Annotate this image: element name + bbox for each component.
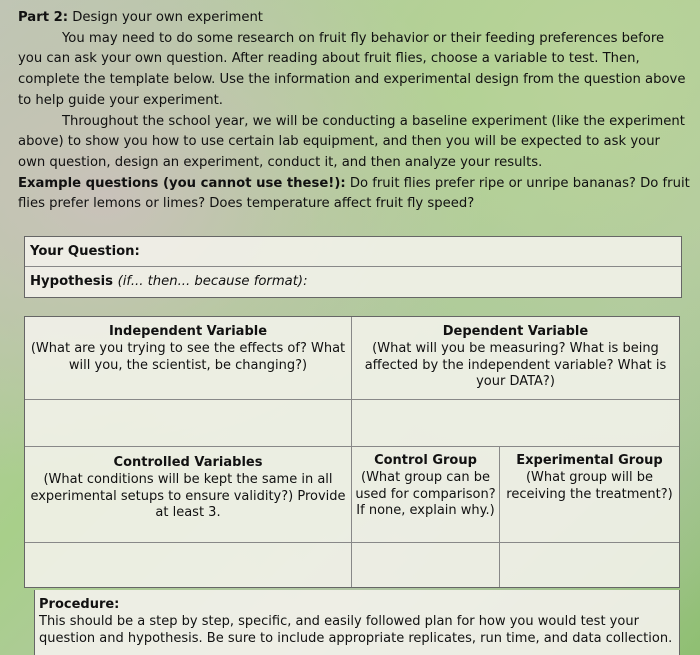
control-group-header: [352, 447, 500, 543]
dependent-variable-answer[interactable]: [352, 400, 679, 447]
dependent-variable-title: Dependent Variable: [442, 324, 589, 339]
independent-variable-desc: (What are you trying to see the effects of? What will you, the scientist, be changing?): [30, 340, 346, 373]
dependent-variable-header: [352, 317, 679, 400]
experimental-group-desc: (What group will be receiving the treatment?): [506, 469, 673, 502]
control-group-title: Control Group: [374, 453, 477, 468]
hypothesis-hint: (if... then... because format):: [117, 274, 308, 289]
paragraph-baseline: Throughout the school year, we will be conducting a baseline experiment (like the experiment above) to show you how to use certain lab equipment, and then you will be expected to ask your own question, design an experiment, conduct it, and then analyze your results.: [18, 113, 685, 170]
independent-variable-answer[interactable]: [25, 400, 352, 447]
independent-variable-header: [25, 317, 352, 400]
experimental-group-header: [500, 447, 679, 543]
control-group-desc: (What group can be used for comparison? If none, explain why.): [355, 469, 496, 519]
part-title: Design your own experiment: [68, 10, 263, 25]
paragraph-examples: [18, 174, 690, 215]
question-table: [24, 236, 682, 298]
experimental-group-answer[interactable]: [500, 543, 679, 587]
controlled-variables-answer[interactable]: [25, 543, 352, 587]
examples-label: Example questions (you cannot use these!):: [18, 175, 346, 191]
design-table: [24, 316, 680, 588]
instructions: [18, 8, 690, 215]
controlled-variables-header: [25, 447, 352, 543]
controlled-variables-title: Controlled Variables: [113, 455, 263, 470]
procedure-title: Procedure:: [39, 597, 120, 612]
procedure-desc: This should be a step by step, specific, and easily followed plan for how you would test your question and hypothesis. Be sure to include appropriate replicates, run time, and data collection.: [39, 614, 673, 646]
control-group-answer[interactable]: [352, 543, 500, 587]
hypothesis-row[interactable]: [25, 267, 681, 297]
part-number: Part 2:: [18, 10, 69, 25]
examples-text: Do fruit flies prefer ripe or unripe bananas? Do fruit flies prefer lemons or limes? Does temperature affect fruit fly speed?: [18, 175, 690, 212]
hypothesis-label: Hypothesis: [30, 274, 118, 289]
procedure-section: [34, 590, 680, 655]
section-title: [18, 8, 690, 29]
controlled-variables-desc: (What conditions will be kept the same in all experimental setups to ensure validity?) Provide at least 3.: [30, 471, 346, 521]
paragraph-research: You may need to do some research on fruit fly behavior or their feeding preferences before you can ask your own question. After reading about fruit flies, choose a variable to test. Then, complete the template below. Use the information and experimental design from the question above to help guide your experiment.: [18, 30, 686, 108]
dependent-variable-desc: (What will you be measuring? What is being affected by the independent variable? What is your DATA?): [364, 340, 667, 390]
question-label: Your Question:: [30, 244, 140, 259]
experimental-group-title: Experimental Group: [516, 453, 663, 468]
question-row[interactable]: [25, 237, 681, 267]
independent-variable-title: Independent Variable: [108, 324, 268, 339]
